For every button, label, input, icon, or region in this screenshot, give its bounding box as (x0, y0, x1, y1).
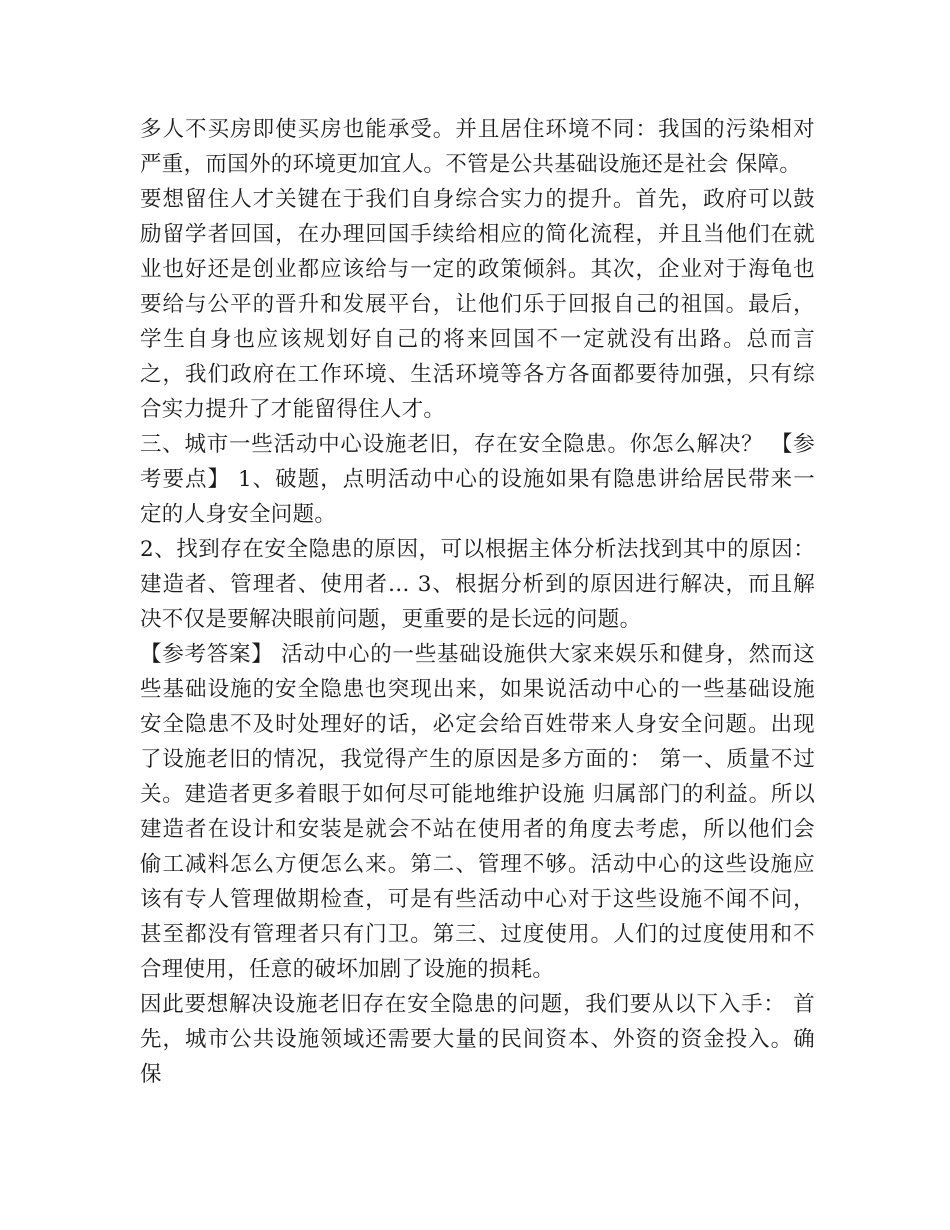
document-page (140, 112, 815, 1092)
paragraph-reference-answer: 【参考答案】 活动中心的一些基础设施供大家来娱乐和健身，然而这些基础设施的安全隐患也突现出来，如果说活动中心的一些基础设施安全隐患不及时处理好的话，必定会给百姓带来人身安全问题。出现了设施老旧的情况，我觉得产生的原因是多方面的： 第一、质量不过关。建造者更多着眼于如何尽可能地维护设施 归属部门的利益。所以建造者在设计和安装是就会不站在使用者的角度去考虑，所以他们会偷工减料怎么方便怎么来。第二、管理不够。活动中心的这些设施应该有专人管理做期检查，可是有些活动中心对于这些设施不闻不问，甚至都没有管理者只有门卫。第三、过度使用。人们的过度使用和不合理使用，任意的破坏加剧了设施的损耗。 (140, 642, 815, 982)
paragraph-question-three: 三、城市一些活动中心设施老旧，存在安全隐患。你怎么解决？ 【参考要点】 1、破题，点明活动中心的设施如果有隐患讲给居民带来一定的人身安全问题。 (140, 432, 815, 527)
paragraph-retain-talent: 要想留住人才关键在于我们自身综合实力的提升。首先，政府可以鼓励留学者回国，在办理回国手续给相应的简化流程，并且当他们在就业也好还是创业都应该给与一定的政策倾斜。其次，企业对于海龟也要给与公平的晋升和发展平台，让他们乐于回报自己的祖国。最后，学生自身也应该规划好自己的将来回国不一定就没有出路。总而言之，我们政府在工作环境、生活环境等各方各面都要待加强，只有综合实力提升了才能留得住人才。 (140, 187, 815, 422)
paragraph-solution: 因此要想解决设施老旧存在安全隐患的问题，我们要从以下入手： 首先，城市公共设施领域还需要大量的民间资本、外资的资金投入。确保 (140, 992, 815, 1087)
paragraph-housing: 多人不买房即使买房也能承受。并且居住环境不同：我国的污染相对严重，而国外的环境更加宜人。不管是公共基础设施还是社会 保障。 (140, 117, 815, 177)
paragraph-key-points: 2、找到存在安全隐患的原因，可以根据主体分析法找到其中的原因：建造者、管理者、使用者… 3、根据分析到的原因进行解决，而且解决不仅是要解决眼前问题，更重要的是长远的问题。 (140, 537, 815, 632)
